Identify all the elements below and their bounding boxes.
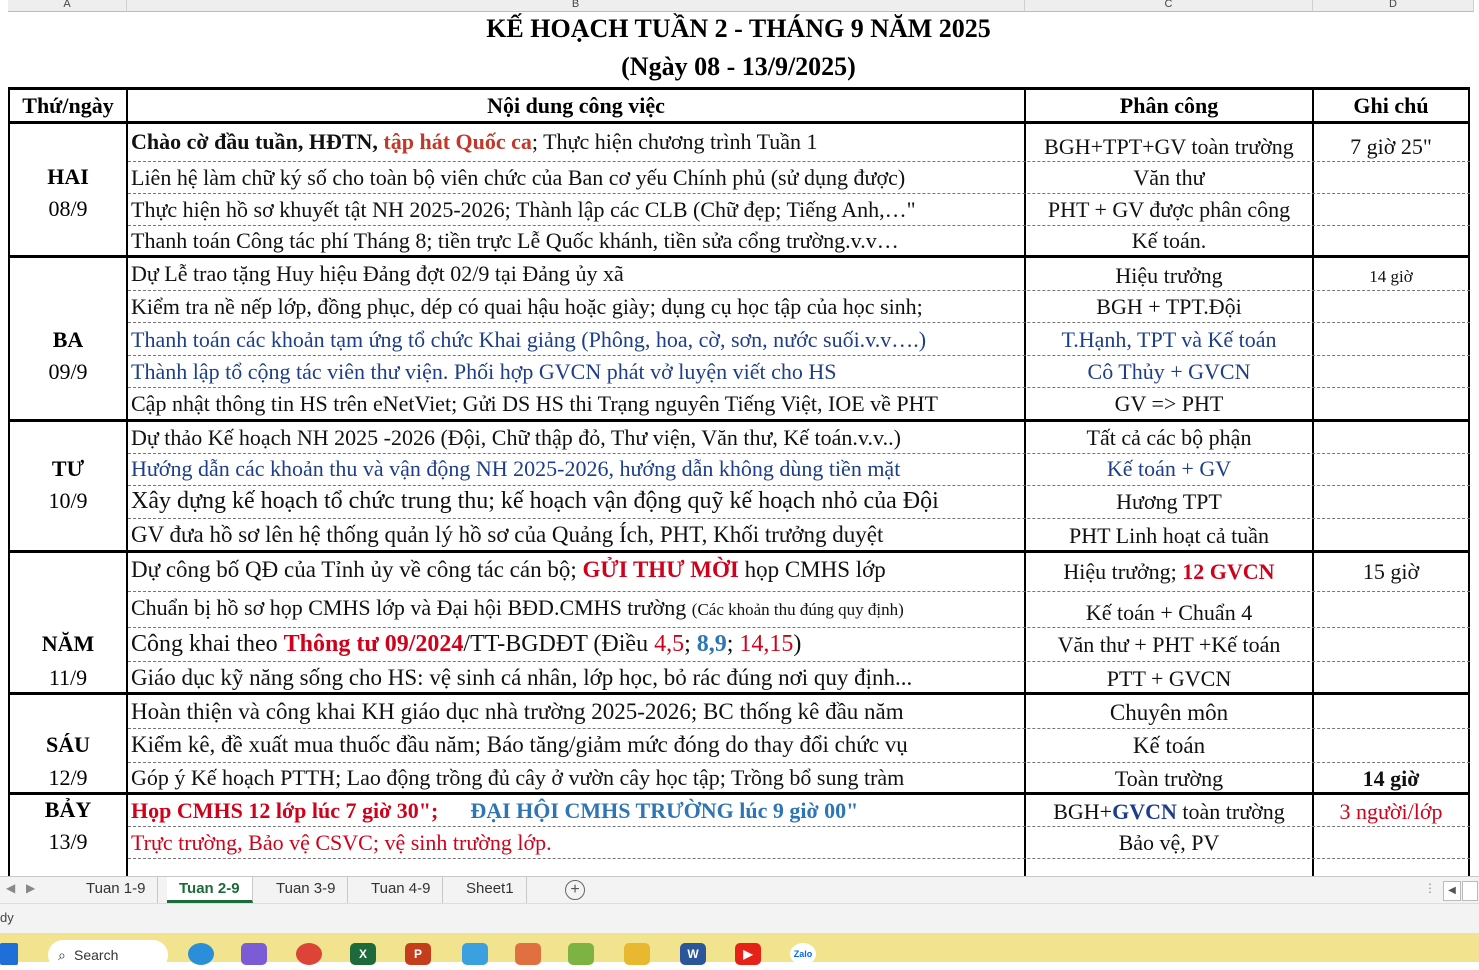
- task-cell[interactable]: Trực trường, Bảo vệ CSVC; vệ sinh trường lớp.: [131, 830, 552, 855]
- day-date[interactable]: 11/9: [48, 665, 88, 690]
- task-cell[interactable]: Kiểm tra nề nếp lớp, đồng phục, dép có quai hậu hoặc giày; dụng cụ học tập của học sinh;: [131, 294, 923, 319]
- task-highlight: ĐẠI HỘI CMHS TRƯỜNG lúc 9 giờ 00": [470, 798, 859, 823]
- assign-cell[interactable]: Kế toán.: [1131, 228, 1207, 253]
- header-note[interactable]: Ghi chú: [1353, 93, 1429, 118]
- assign-cell[interactable]: Toàn trường: [1114, 766, 1224, 791]
- task-text: Công khai theo: [131, 631, 284, 657]
- tab-tuan-4-9[interactable]: Tuan 4-9: [359, 877, 443, 903]
- prev-sheet-icon[interactable]: ◀: [6, 881, 16, 895]
- day-label[interactable]: SÁU: [45, 732, 90, 757]
- assign-cell[interactable]: GV => PHT: [1114, 391, 1224, 416]
- search-input[interactable]: [48, 940, 168, 970]
- task-text: họp CMHS lớp: [738, 557, 886, 582]
- task-cell[interactable]: Thanh toán Công tác phí Tháng 8; tiền trực Lễ Quốc khánh, tiền sửa cổng trường.v.v…: [131, 228, 899, 253]
- assign-text: Hiệu trưởng;: [1063, 559, 1183, 584]
- task-cell[interactable]: [131, 556, 1021, 584]
- task-note: (Các khoản thu đúng quy định): [691, 600, 904, 619]
- day-label[interactable]: HAI: [47, 164, 89, 189]
- excel-icon[interactable]: X: [350, 943, 376, 965]
- task-cell[interactable]: GV đưa hồ sơ lên hệ thống quản lý hồ sơ của Quảng Ích, PHT, Khối trưởng duyệt: [131, 522, 884, 547]
- task-cell[interactable]: Hoàn thiện và công khai KH giáo dục nhà trường 2025-2026; BC thống kê đầu năm: [131, 699, 904, 724]
- task-cell[interactable]: Giáo dục kỹ năng sống cho HS: vệ sinh cá nhân, lớp học, bỏ rác đúng nơi quy định...: [131, 665, 913, 690]
- task-text: ; Thực hiện chương trình Tuần 1: [531, 129, 818, 154]
- assign-cell[interactable]: BGH + TPT.Đội: [1096, 294, 1242, 319]
- day-date[interactable]: 10/9: [48, 488, 88, 513]
- assign-cell[interactable]: Hiệu trưởng: [1115, 263, 1223, 288]
- day-label[interactable]: BA: [52, 327, 84, 352]
- tab-tuan-3-9[interactable]: Tuan 3-9: [264, 877, 348, 903]
- task-text: Chào cờ đầu tuần, HĐTN,: [131, 129, 384, 154]
- task-cell[interactable]: Dự thảo Kế hoạch NH 2025 -2026 (Đội, Chữ thập đỏ, Thư viện, Văn thư, Kế toán.v.v..): [131, 425, 901, 450]
- assign-highlight: 12 GVCN: [1182, 559, 1275, 584]
- task-highlight: Họp CMHS 12 lớp lúc 7 giờ 30";: [131, 798, 439, 823]
- assign-cell[interactable]: Văn thư: [1133, 165, 1205, 190]
- note-cell[interactable]: 14 giờ: [1369, 267, 1413, 286]
- task-highlight: 4,5: [654, 631, 685, 657]
- scroll-left-button[interactable]: ◀: [1443, 881, 1461, 901]
- status-bar: [0, 903, 1479, 934]
- task-highlight: Thông tư 09/2024: [283, 631, 464, 657]
- assign-cell[interactable]: PHT Linh hoạt cả tuần: [1069, 523, 1269, 548]
- header-assign[interactable]: Phân công: [1119, 93, 1219, 118]
- assign-cell[interactable]: BGH+TPT+GV toàn trường: [1044, 134, 1294, 159]
- day-date[interactable]: 08/9: [48, 196, 88, 221]
- tab-sheet1[interactable]: Sheet1: [454, 877, 527, 903]
- tab-tuan-1-9[interactable]: Tuan 1-9: [74, 877, 158, 903]
- assign-text: BGH+: [1053, 799, 1113, 824]
- task-text: Dự công bố QĐ của Tỉnh ủy về công tác cán bộ;: [131, 557, 583, 582]
- status-text: dy: [0, 910, 14, 925]
- day-label[interactable]: TƯ: [51, 456, 85, 481]
- day-label[interactable]: BẢY: [44, 797, 92, 822]
- task-cell[interactable]: Liên hệ làm chữ ký số cho toàn bộ viên chức của Ban cơ yếu Chính phủ (sử dụng được): [131, 165, 906, 190]
- assign-text: toàn trường: [1176, 799, 1285, 824]
- assign-cell[interactable]: Văn thư + PHT +Kế toán: [1057, 632, 1281, 657]
- task-cell[interactable]: [131, 630, 1021, 658]
- page-subtitle[interactable]: (Ngày 08 - 13/9/2025): [621, 52, 856, 81]
- task-text: ): [793, 631, 802, 657]
- task-cell[interactable]: Dự Lễ trao tặng Huy hiệu Đảng đợt 02/9 tại Đảng ủy xã: [131, 261, 624, 286]
- word-icon[interactable]: W: [680, 943, 706, 965]
- task-highlight: GỬI THƯ MỜI: [582, 557, 739, 582]
- note-cell[interactable]: 3 người/lớp: [1339, 799, 1443, 824]
- assign-cell[interactable]: Kế toán + Chuẩn 4: [1085, 600, 1253, 625]
- task-highlight: 14,15: [739, 631, 794, 657]
- note-cell[interactable]: 7 giờ 25": [1350, 134, 1432, 159]
- assign-cell[interactable]: Kế toán + GV: [1106, 456, 1232, 481]
- assign-cell[interactable]: PTT + GVCN: [1106, 666, 1232, 691]
- day-label[interactable]: NĂM: [41, 631, 95, 656]
- assign-cell[interactable]: Tất cả các bộ phận: [1086, 425, 1252, 450]
- task-cell[interactable]: Kiểm kê, đề xuất mua thuốc đầu năm; Báo tăng/giảm mức đóng do thay đổi chức vụ: [131, 732, 908, 757]
- task-cell[interactable]: Cập nhật thông tin HS trên eNetViet; Gửi DS HS thi Trạng nguyên Tiếng Việt, IOE về PHT: [131, 391, 938, 416]
- column-header-a[interactable]: A: [8, 0, 127, 12]
- powerpoint-icon[interactable]: P: [405, 943, 431, 965]
- windows-taskbar: [0, 933, 1479, 962]
- youtube-icon[interactable]: ▶: [735, 943, 761, 965]
- assign-cell[interactable]: Chuyên môn: [1109, 700, 1229, 725]
- task-cell[interactable]: Thanh toán các khoản tạm ứng tổ chức Khai giảng (Phông, hoa, cờ, sơn, nước suối.v.v….): [131, 327, 927, 352]
- assign-cell[interactable]: Cô Thủy + GVCN: [1087, 359, 1251, 384]
- task-cell[interactable]: [131, 128, 1021, 156]
- task-highlight: 8,9: [696, 631, 727, 657]
- note-cell[interactable]: 15 giờ: [1362, 559, 1420, 584]
- assign-cell[interactable]: T.Hạnh, TPT và Kế toán: [1061, 327, 1277, 352]
- header-content[interactable]: Nội dung công việc: [487, 93, 665, 118]
- task-cell[interactable]: Góp ý Kế hoạch PTTH; Lao động trồng đủ cây ở vườn cây học tập; Trồng bổ sung tràm: [131, 765, 905, 790]
- assign-cell[interactable]: PHT + GV được phân công: [1047, 197, 1291, 222]
- assign-cell[interactable]: [1028, 798, 1310, 826]
- assign-highlight: GVCN: [1112, 799, 1177, 824]
- page-title[interactable]: KẾ HOẠCH TUẦN 2 - THÁNG 9 NĂM 2025: [486, 14, 991, 43]
- column-header-c[interactable]: C: [1025, 0, 1313, 12]
- task-cell[interactable]: Xây dựng kế hoạch tổ chức trung thu; kế hoạch vận động quỹ kế hoạch nhỏ của Đội: [131, 488, 939, 514]
- task-cell[interactable]: [131, 594, 1021, 624]
- more-options-icon[interactable]: ⋮: [1424, 881, 1436, 895]
- search-icon: ⌕: [58, 947, 66, 963]
- day-date[interactable]: 13/9: [48, 829, 88, 854]
- note-cell[interactable]: 14 giờ: [1362, 766, 1420, 791]
- assign-cell[interactable]: Bảo vệ, PV: [1118, 830, 1220, 855]
- task-text: /TT-BGDĐT (Điều: [463, 631, 655, 657]
- task-cell[interactable]: [131, 797, 1021, 825]
- column-header-d[interactable]: D: [1313, 0, 1474, 12]
- task-text: ;: [684, 631, 697, 657]
- horizontal-scrollbar[interactable]: [1462, 881, 1478, 901]
- task-text: Chuẩn bị hồ sơ họp CMHS lớp và Đại hội BĐD.CMHS trường: [131, 595, 692, 620]
- task-cell[interactable]: Hướng dẫn các khoản thu và vận động NH 2025-2026, hướng dẫn không dùng tiền mặt: [131, 456, 901, 481]
- next-sheet-icon[interactable]: ▶: [26, 881, 36, 895]
- search-label: Search: [74, 947, 119, 963]
- day-date[interactable]: 09/9: [48, 359, 88, 384]
- add-sheet-button[interactable]: +: [565, 880, 585, 900]
- sheet-tabs-bar: [0, 876, 1479, 904]
- task-cell[interactable]: Thực hiện hồ sơ khuyết tật NH 2025-2026; Thành lập các CLB (Chữ đẹp; Tiếng Anh,…": [131, 197, 916, 222]
- zalo-icon[interactable]: Zalo: [790, 943, 816, 965]
- day-date[interactable]: 12/9: [48, 765, 88, 790]
- assign-cell[interactable]: [1028, 558, 1310, 586]
- header-day[interactable]: Thứ/ngày: [22, 93, 114, 118]
- column-header-b[interactable]: B: [127, 0, 1025, 12]
- task-text: ;: [726, 631, 740, 657]
- task-cell[interactable]: Thành lập tổ cộng tác viên thư viện. Phối hợp GVCN phát vở luyện viết cho HS: [131, 359, 837, 384]
- assign-cell[interactable]: Hương TPT: [1116, 489, 1222, 514]
- task-highlight: tập hát Quốc ca: [383, 129, 532, 154]
- tab-tuan-2-9[interactable]: Tuan 2-9: [167, 877, 253, 903]
- assign-cell[interactable]: Kế toán: [1132, 733, 1206, 758]
